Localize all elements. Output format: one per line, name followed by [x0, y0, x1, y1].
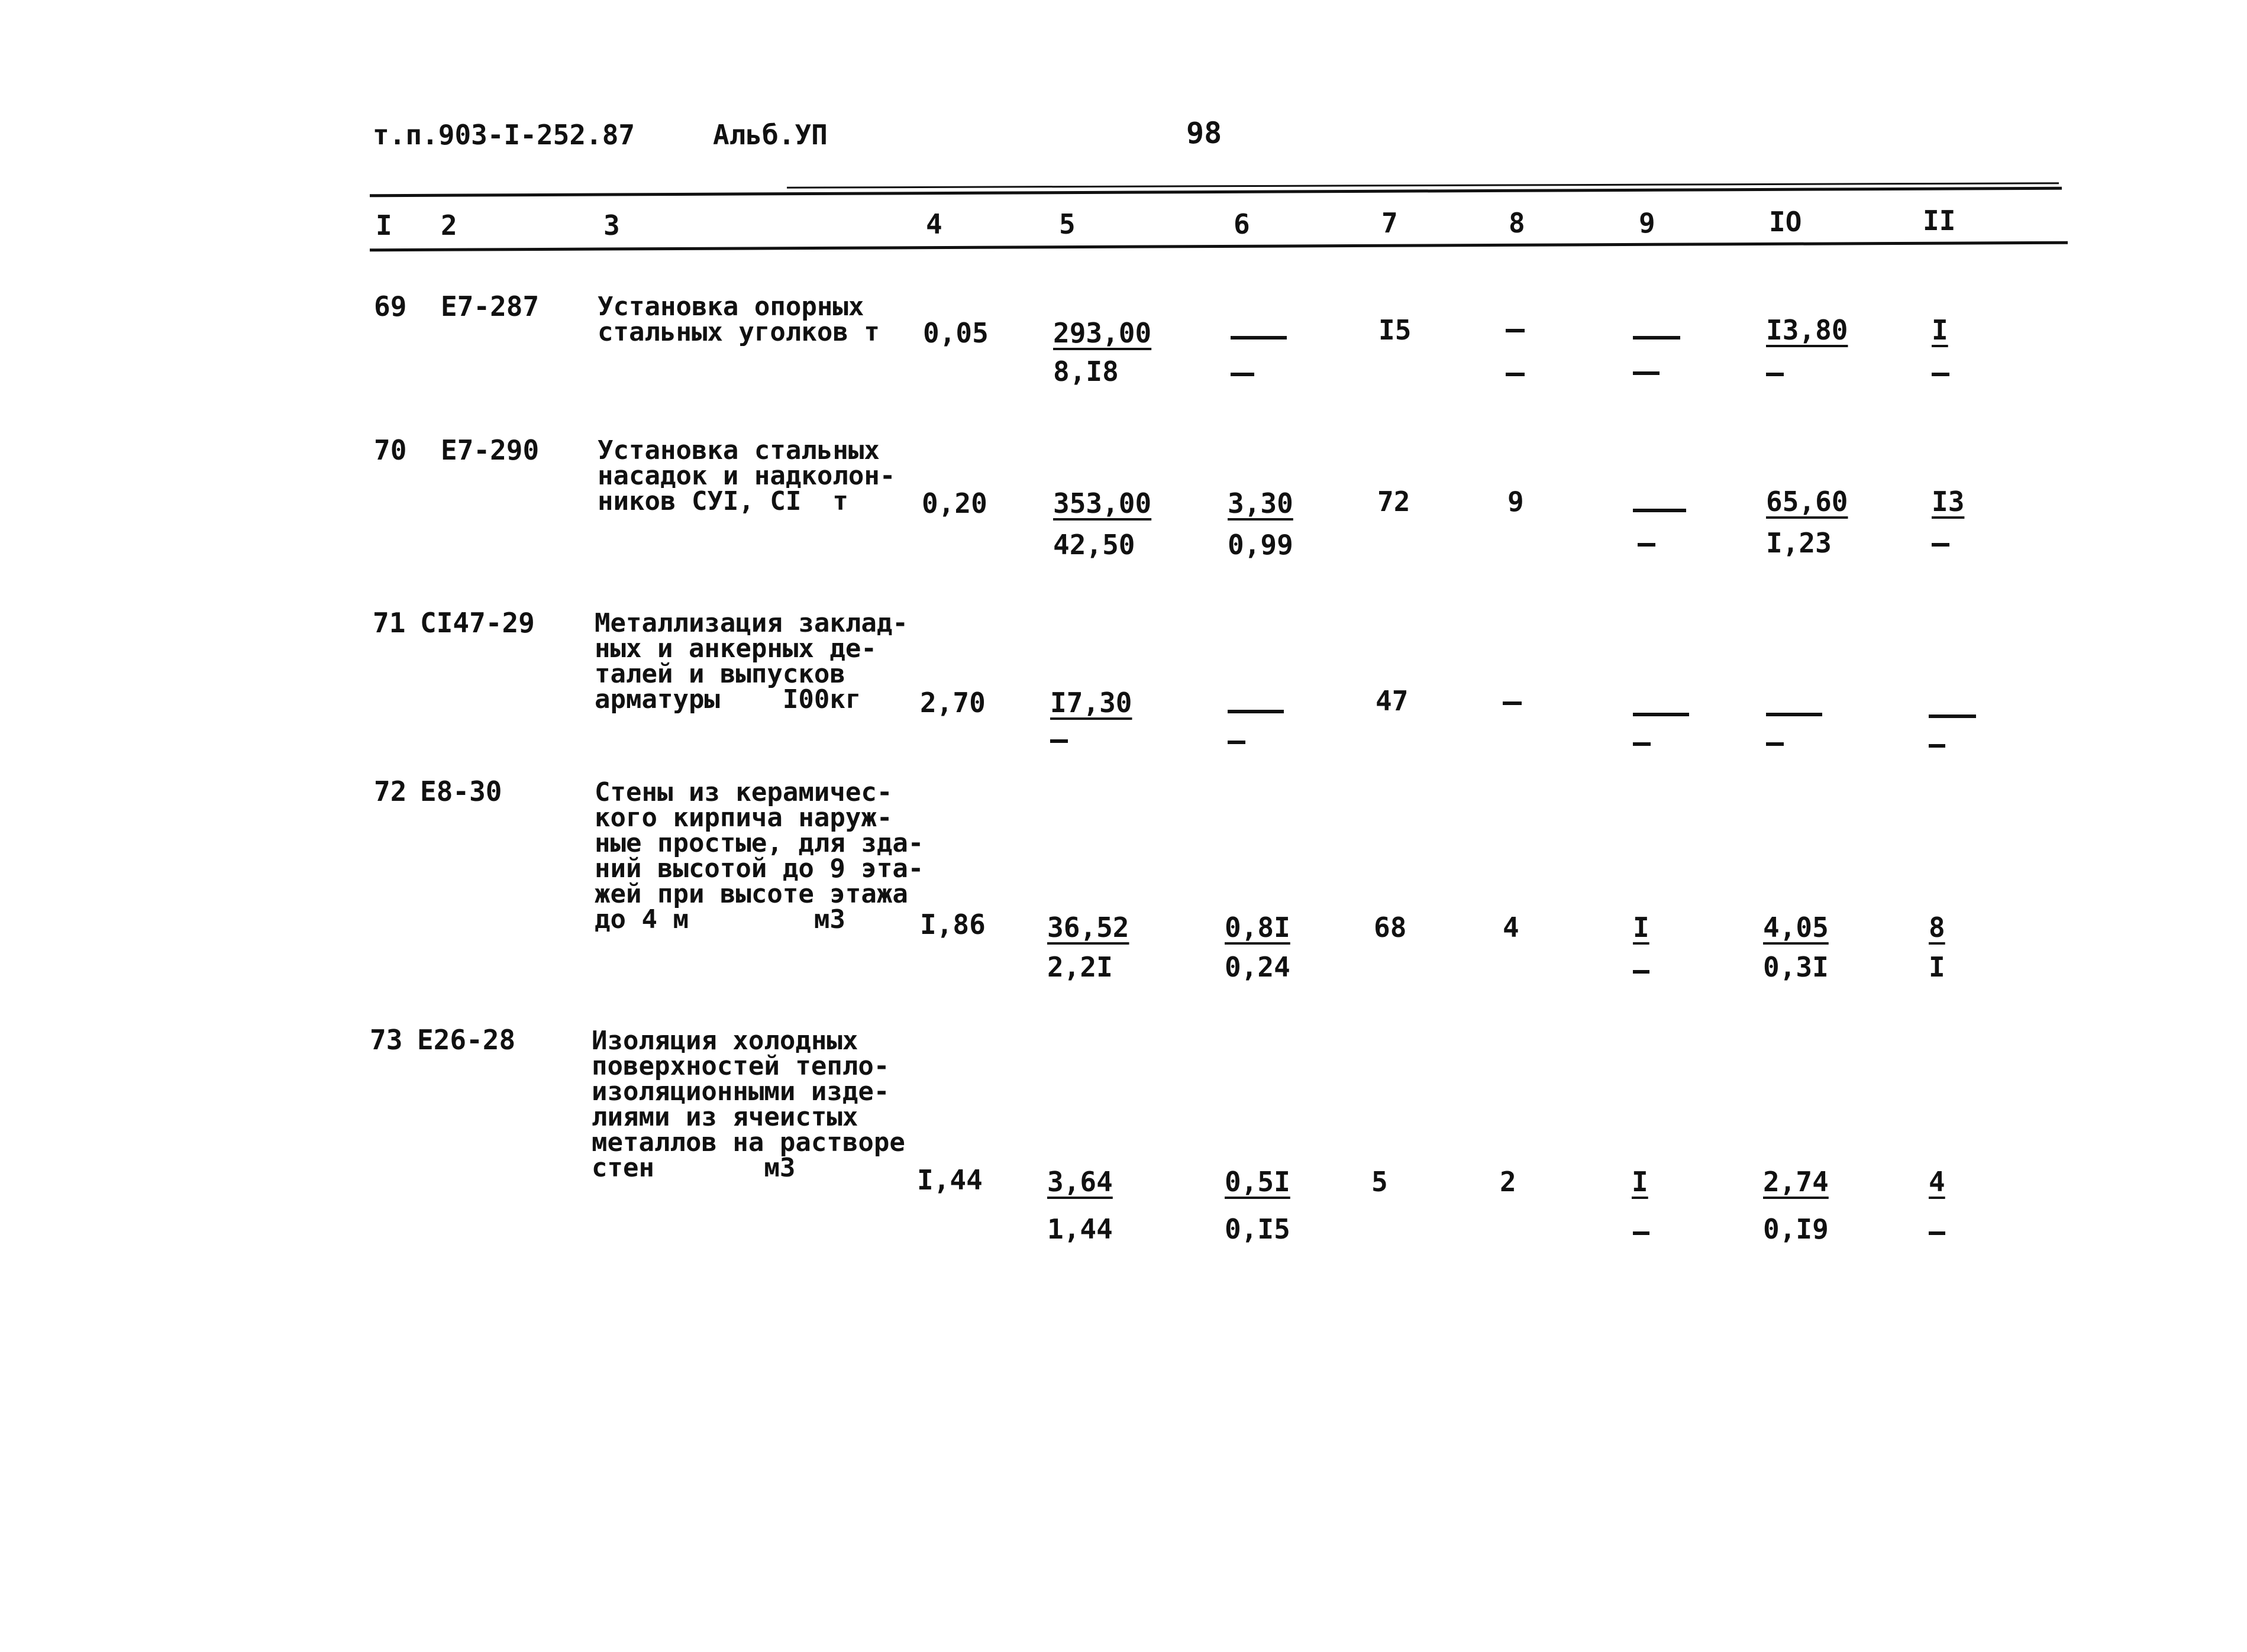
work-description: Металлизация заклад- ных и анкерных де- талей и выпусков арматуры I00кг: [595, 608, 908, 715]
col5-top: 3,64: [1047, 1166, 1113, 1198]
col6-top-dash: [1231, 336, 1287, 340]
col9-top: I: [1632, 1166, 1648, 1198]
col11-bottom: I: [1929, 951, 1945, 983]
col6-top-dash: [1228, 710, 1284, 713]
norm-code: Е26-28: [417, 1024, 516, 1056]
col7-value: 68: [1374, 911, 1407, 943]
document-code: т.п.903-I-252.87: [373, 119, 635, 151]
col5-top: 293,00: [1053, 317, 1152, 349]
row-number: 69: [374, 290, 407, 322]
col10-top-dash: [1766, 713, 1822, 716]
col8-top-dash: [1506, 329, 1525, 332]
col7-value: 72: [1377, 486, 1410, 518]
row-number: 71: [373, 607, 406, 639]
col5-bottom-dash: [1050, 739, 1068, 743]
work-description: Установка стальных насадок и надколон- ников СУI, CI т: [598, 435, 896, 516]
col6-top: 3,30: [1228, 487, 1293, 519]
col11-bottom-dash: [1929, 1231, 1945, 1235]
column-header-11: II: [1923, 205, 1956, 237]
col6-top: 0,8I: [1225, 911, 1290, 943]
row-number: 73: [370, 1024, 403, 1056]
col9-bottom-dash: [1638, 543, 1655, 547]
norm-code: СI47-29: [420, 607, 535, 639]
col5-bottom: 2,2I: [1047, 951, 1113, 983]
col11-bottom-dash: [1932, 543, 1949, 547]
col9-top-dash: [1633, 509, 1686, 512]
quantity: 2,70: [920, 687, 986, 719]
quantity: 0,05: [923, 317, 989, 349]
col9-bottom-dash: [1633, 742, 1651, 746]
col10-bottom-dash: [1766, 742, 1784, 746]
col10-top: I3,80: [1766, 314, 1848, 346]
work-description: Изоляция холодных поверхностей тепло- изоляционными изде- лиями из ячеистых металлов на растворе стен м3: [592, 1026, 905, 1183]
quantity: 0,20: [922, 487, 987, 519]
col9-bottom-dash: [1633, 1231, 1649, 1235]
row-number: 70: [374, 434, 407, 466]
col11-bottom-dash: [1929, 744, 1945, 748]
quantity: I,86: [920, 909, 986, 940]
col11-top-dash: [1929, 715, 1976, 718]
work-description: Стены из керамичес- кого кирпича наруж- ные простые, для зда- ний высотой до 9 эта- жей при высоте этажа до 4 м м3: [595, 777, 924, 935]
col10-bottom: 0,I9: [1763, 1213, 1829, 1245]
col5-bottom: 8,I8: [1053, 355, 1119, 387]
col11-top: 8: [1929, 911, 1945, 943]
col6-bottom-dash: [1228, 741, 1245, 744]
column-header-3: 3: [603, 209, 620, 241]
col9-top-dash: [1633, 336, 1680, 340]
col6-bottom-dash: [1231, 373, 1254, 376]
norm-code: Е7-290: [441, 434, 540, 466]
col11-top: I3: [1932, 486, 1965, 518]
col6-bottom: 0,24: [1225, 951, 1290, 983]
col5-bottom: 42,50: [1053, 529, 1135, 561]
norm-code: Е7-287: [441, 290, 540, 322]
quantity: I,44: [917, 1164, 983, 1196]
col7-value: 5: [1371, 1166, 1388, 1198]
col8-value: 9: [1507, 486, 1524, 518]
col11-top: I: [1932, 314, 1948, 346]
col7-value: I5: [1378, 314, 1412, 346]
column-header-7: 7: [1381, 207, 1398, 239]
col10-top: 65,60: [1766, 486, 1848, 518]
col10-top: 4,05: [1763, 911, 1829, 943]
album-number: Альб.УП: [713, 119, 828, 151]
header-bottom-rule: [370, 241, 2068, 252]
col10-bottom: I,23: [1766, 527, 1832, 559]
col9-bottom-dash: [1633, 970, 1649, 974]
column-header-9: 9: [1639, 207, 1655, 239]
col6-bottom: 0,I5: [1225, 1213, 1290, 1245]
col5-bottom: 1,44: [1047, 1213, 1113, 1245]
col11-top: 4: [1929, 1166, 1945, 1198]
col10-bottom: 0,3I: [1763, 951, 1829, 983]
page-number: 98: [1186, 116, 1222, 150]
col6-bottom: 0,99: [1228, 529, 1293, 561]
column-header-10: IO: [1769, 206, 1802, 238]
col11-bottom-dash: [1932, 373, 1949, 376]
col5-top: I7,30: [1050, 687, 1132, 719]
col7-value: 47: [1376, 685, 1409, 717]
column-header-8: 8: [1509, 207, 1525, 239]
col9-top: I: [1633, 911, 1649, 943]
col5-top: 353,00: [1053, 487, 1152, 519]
norm-code: Е8-30: [420, 775, 502, 807]
col6-top: 0,5I: [1225, 1166, 1290, 1198]
col8-value: 2: [1500, 1166, 1516, 1198]
column-header-2: 2: [441, 209, 457, 241]
col10-top: 2,74: [1763, 1166, 1829, 1198]
col9-top-dash: [1633, 713, 1689, 716]
col5-top: 36,52: [1047, 911, 1129, 943]
column-header-4: 4: [926, 208, 942, 240]
column-header-5: 5: [1059, 208, 1076, 240]
col8-value: 4: [1503, 911, 1519, 943]
row-number: 72: [374, 775, 407, 807]
work-description: Установка опорных стальных уголков т: [598, 292, 880, 347]
table-top-rule: [370, 187, 2062, 197]
col10-bottom-dash: [1766, 373, 1784, 376]
column-header-6: 6: [1234, 208, 1250, 240]
col8-dash: [1503, 701, 1522, 705]
col9-bottom-dash: [1633, 371, 1660, 375]
col8-bottom-dash: [1506, 373, 1525, 376]
column-header-1: I: [376, 209, 392, 241]
